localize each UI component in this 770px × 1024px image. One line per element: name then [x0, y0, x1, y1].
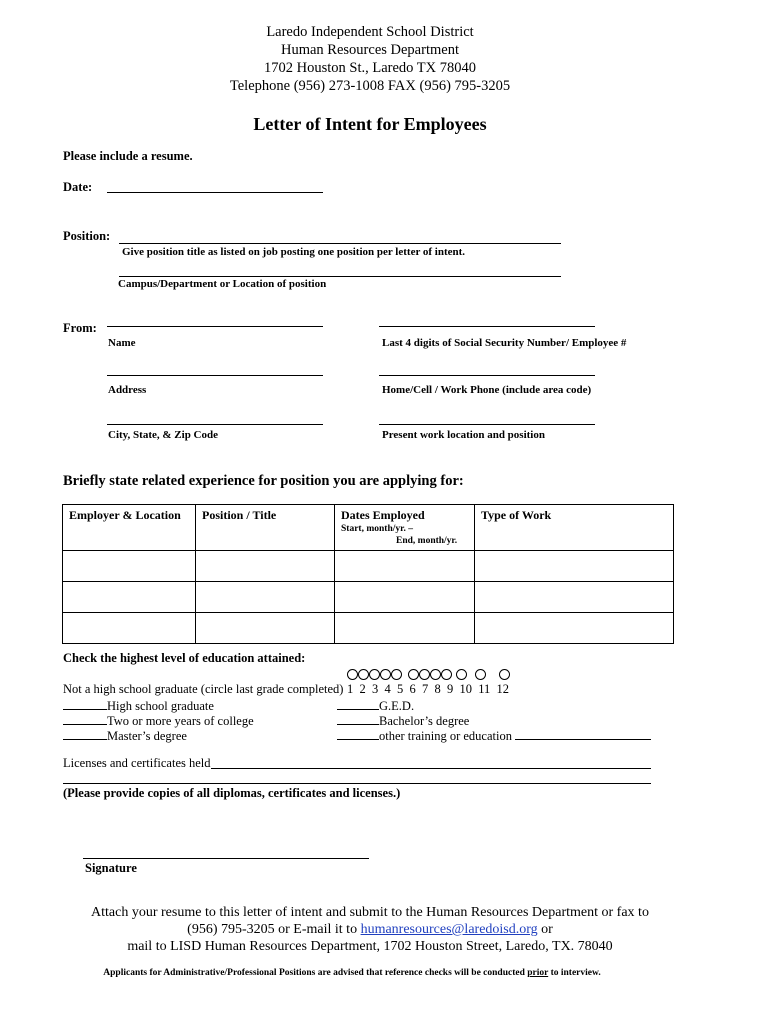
- masters-check[interactable]: [63, 727, 107, 740]
- district-name: Laredo Independent School District: [266, 24, 474, 40]
- position-label: Position:: [63, 229, 111, 243]
- table-cell[interactable]: [475, 551, 674, 582]
- date-label: Date:: [63, 180, 93, 194]
- other-check[interactable]: [337, 727, 379, 740]
- footer-line3: mail to LISD Human Resources Department, 1702 Houston Street, Laredo, TX. 78040: [127, 939, 613, 954]
- table-row: [63, 551, 674, 582]
- col-dates-start: Start, month/yr. –: [341, 524, 413, 534]
- ssn-field[interactable]: [379, 326, 595, 327]
- licenses-field[interactable]: [211, 768, 651, 769]
- grade-number: 3: [372, 682, 379, 696]
- table-cell[interactable]: [335, 613, 475, 644]
- page-title: Letter of Intent for Employees: [253, 114, 487, 134]
- col-employer: Employer & Location: [63, 505, 196, 551]
- col-dates-end: End, month/yr.: [396, 536, 458, 546]
- grade-circle[interactable]: [347, 669, 358, 680]
- high-school-check[interactable]: [63, 697, 107, 710]
- table-cell[interactable]: [196, 613, 335, 644]
- table-row: [63, 613, 674, 644]
- table-cell[interactable]: [475, 582, 674, 613]
- grade-number: 5: [397, 682, 404, 696]
- notice-emph: prior: [527, 968, 549, 978]
- licenses-label: Licenses and certificates held: [63, 756, 211, 770]
- date-field[interactable]: [107, 192, 323, 193]
- col-dates-title: Dates Employed: [341, 508, 425, 522]
- grade-circle[interactable]: [441, 669, 452, 680]
- grade-circle[interactable]: [456, 669, 467, 680]
- grade-number: 1: [347, 682, 354, 696]
- other-label: other training or education: [379, 729, 512, 743]
- position-field[interactable]: [119, 243, 561, 244]
- experience-table: [62, 504, 674, 644]
- email-link[interactable]: humanresources@laredoisd.org: [360, 922, 538, 937]
- resume-note: Please include a resume.: [63, 149, 193, 163]
- campus-hint: Campus/Department or Location of position: [118, 278, 327, 290]
- grade-circle[interactable]: [380, 669, 391, 680]
- work-location-field[interactable]: [379, 424, 595, 425]
- licenses-field-2[interactable]: [63, 783, 651, 784]
- phone-fax-line: Telephone (956) 273-1008 FAX (956) 795-3205: [229, 78, 511, 94]
- table-cell[interactable]: [335, 582, 475, 613]
- footer-line2-post: or: [541, 922, 553, 937]
- grade-circle[interactable]: [430, 669, 441, 680]
- grade-number: 2: [359, 682, 366, 696]
- not-graduate-label: Not a high school graduate (circle last grade completed): [63, 682, 344, 696]
- ged-check[interactable]: [337, 697, 379, 710]
- bachelors-check[interactable]: [337, 712, 379, 725]
- table-cell[interactable]: [196, 582, 335, 613]
- grade-circle[interactable]: [369, 669, 380, 680]
- city-field[interactable]: [107, 424, 323, 425]
- name-label: Name: [108, 337, 136, 349]
- grade-circle[interactable]: [499, 669, 510, 680]
- notice-post: to interview.: [550, 968, 601, 978]
- grade-number: 9: [447, 682, 454, 696]
- table-cell[interactable]: [63, 613, 196, 644]
- position-hint: Give position title as listed on job posting one position per letter of intent.: [122, 246, 466, 258]
- notice-pre: Applicants for Administrative/Professional Positions are advised that reference checks will be conducted: [103, 968, 525, 978]
- edu-masters: [63, 727, 187, 744]
- grade-number: 6: [409, 682, 416, 696]
- phone-label: Home/Cell / Work Phone (include area code): [382, 384, 592, 396]
- table-header-row: [63, 505, 674, 551]
- col-dates: [335, 505, 475, 551]
- other-field[interactable]: [515, 727, 651, 740]
- table-cell[interactable]: [63, 551, 196, 582]
- college-label: Two or more years of college: [107, 714, 254, 728]
- ged-label: G.E.D.: [379, 699, 415, 713]
- grade-number: 10: [459, 682, 472, 696]
- address-line: 1702 Houston St., Laredo TX 78040: [264, 60, 476, 76]
- licenses-note: (Please provide copies of all diplomas, certificates and licenses.): [63, 786, 401, 800]
- grade-number: 8: [434, 682, 441, 696]
- education-heading: Check the highest level of education attained:: [63, 651, 306, 665]
- address-label: Address: [108, 384, 147, 396]
- high-school-label: High school graduate: [107, 699, 214, 713]
- footer-line2-pre: (956) 795-3205 or E-mail it to: [187, 922, 358, 937]
- grade-number: 4: [384, 682, 391, 696]
- grade-circle[interactable]: [391, 669, 402, 680]
- col-type: Type of Work: [475, 505, 674, 551]
- phone-field[interactable]: [379, 375, 595, 376]
- city-label: City, State, & Zip Code: [108, 429, 218, 441]
- grade-number: 7: [422, 682, 429, 696]
- table-cell[interactable]: [475, 613, 674, 644]
- grade-number: 12: [496, 682, 510, 696]
- college-check[interactable]: [63, 712, 107, 725]
- grade-circle[interactable]: [475, 669, 486, 680]
- from-label: From:: [63, 321, 97, 335]
- grade-number: 11: [478, 682, 491, 696]
- grade-circle[interactable]: [408, 669, 419, 680]
- bachelors-label: Bachelor’s degree: [379, 714, 470, 728]
- edu-other: [337, 727, 651, 744]
- footer-line1: Attach your resume to this letter of intent and submit to the Human Resources Department or fax to: [91, 905, 649, 920]
- table-cell[interactable]: [63, 582, 196, 613]
- work-location-label: Present work location and position: [382, 429, 545, 441]
- col-position: Position / Title: [196, 505, 335, 551]
- grade-numbers: [347, 682, 509, 697]
- reference-notice: [0, 968, 704, 978]
- masters-label: Master’s degree: [107, 729, 187, 743]
- table-cell[interactable]: [196, 551, 335, 582]
- grade-circle[interactable]: [358, 669, 369, 680]
- grade-circle[interactable]: [419, 669, 430, 680]
- address-field[interactable]: [107, 375, 323, 376]
- signature-label: Signature: [85, 861, 137, 875]
- ssn-label: Last 4 digits of Social Security Number/ Employee #: [382, 337, 627, 349]
- department-name: Human Resources Department: [281, 42, 459, 58]
- experience-heading: Briefly state related experience for position you are applying for:: [63, 473, 464, 489]
- table-cell[interactable]: [335, 551, 475, 582]
- name-field[interactable]: [107, 326, 323, 327]
- footer-line2: [0, 922, 740, 938]
- table-row: [63, 582, 674, 613]
- signature-field[interactable]: [83, 858, 369, 859]
- campus-field[interactable]: [119, 276, 561, 277]
